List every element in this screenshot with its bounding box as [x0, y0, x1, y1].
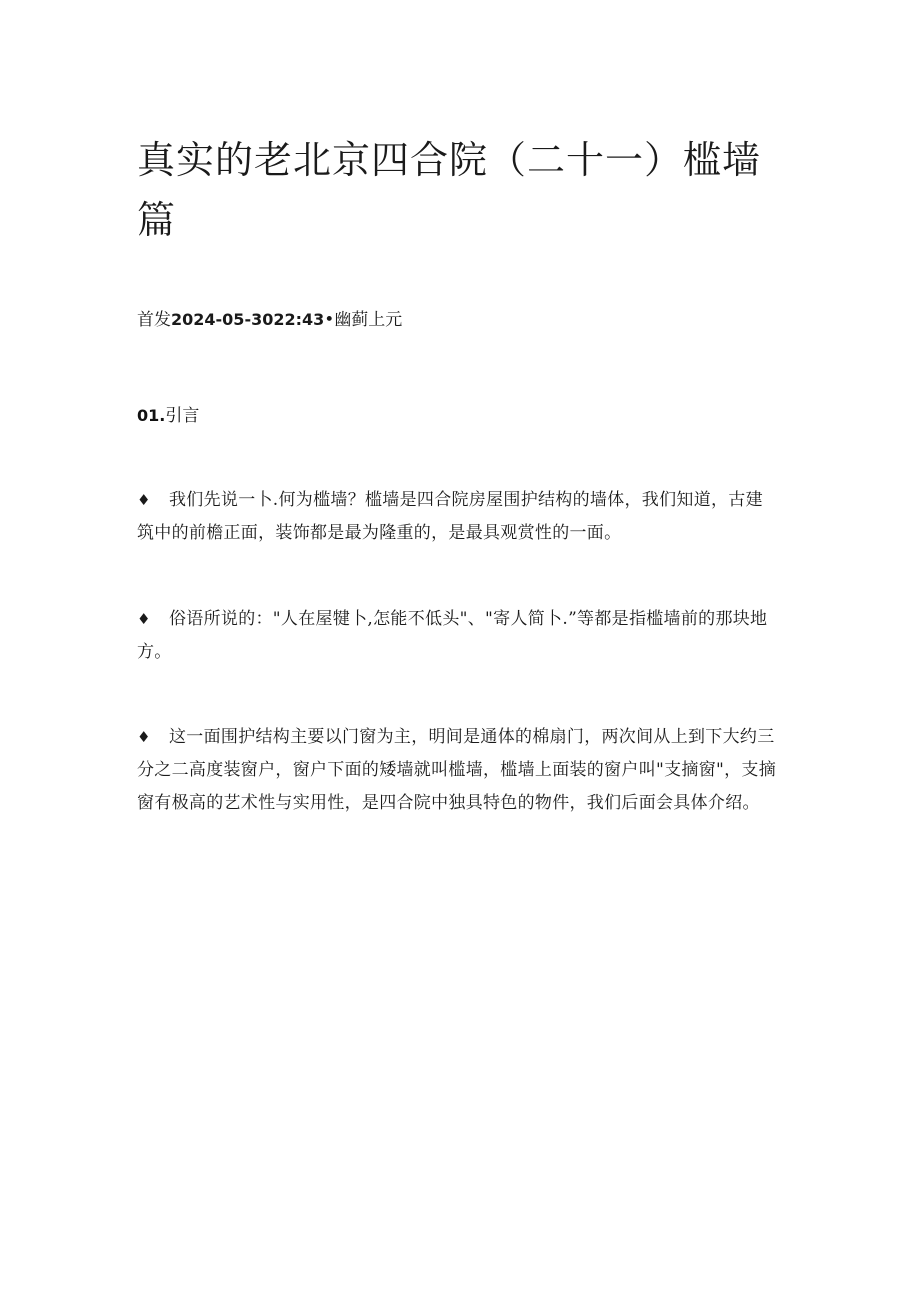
section-title: 引言 [165, 406, 200, 426]
meta-separator: • [324, 310, 335, 330]
paragraph-text: 这一面围护结构主要以门窗为主，明间是通体的棉扇门，两次间从上到下大约三分之二高度装窗户，窗户下面的矮墙就叫槛墙，槛墙上面装的窗户叫"支摘窗"，支摘窗有极高的艺术性与实用性，是四合院中独具特色的物件，我们后面会具体介绍。 [137, 727, 777, 813]
section-heading [137, 404, 199, 428]
paragraph-1 [137, 484, 777, 550]
article-meta [137, 308, 402, 332]
bullet-diamond-icon: ♦ [137, 610, 151, 628]
bullet-diamond-icon: ♦ [137, 491, 151, 509]
paragraph-text: 我们先说一卜.何为槛墙？槛墙是四合院房屋围护结构的墙体，我们知道，古建筑中的前檐正面，装饰都是最为隆重的，是最具观赏性的一面。 [137, 490, 763, 543]
publish-datetime: 2024-05-3022:43 [171, 310, 325, 329]
section-number: 01. [137, 406, 166, 425]
meta-prefix: 首发 [137, 310, 171, 330]
article-title: 真实的老北京四合院（二十一）槛墙篇 [137, 138, 762, 242]
bullet-diamond-icon: ♦ [137, 728, 151, 746]
paragraph-text: 俗语所说的："人在屋犍卜,怎能不低头"、"寄人简卜.”等都是指槛墙前的那块地方。 [137, 609, 768, 662]
author-name: 幽蓟上元 [334, 310, 403, 330]
paragraph-2 [137, 603, 777, 669]
paragraph-3 [137, 721, 777, 820]
